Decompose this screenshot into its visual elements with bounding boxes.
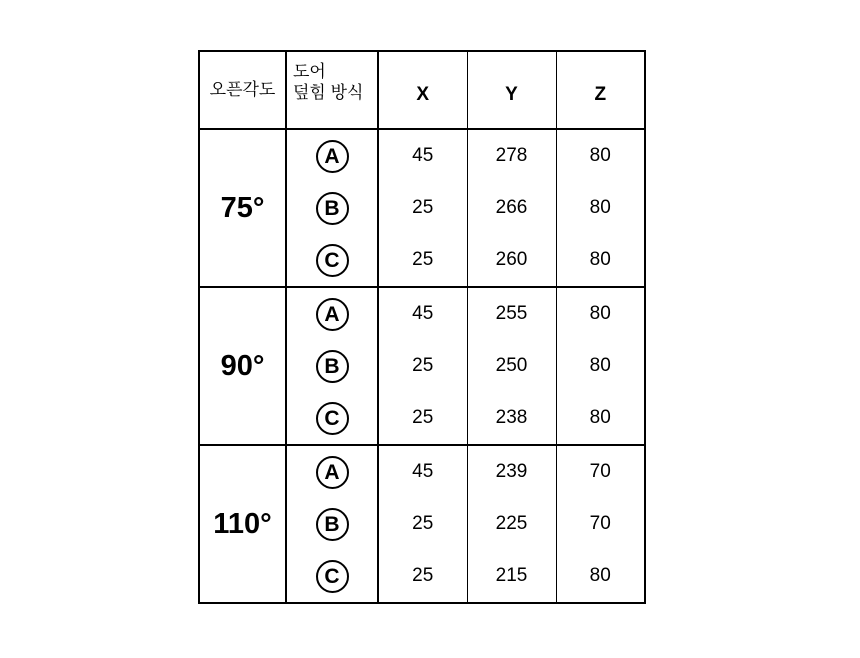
header-x: X (378, 51, 467, 129)
y-value: 278 (467, 129, 556, 182)
method-cell (286, 182, 378, 234)
header-door-overlay-line2: 덮힘 방식 (293, 83, 364, 102)
method-circle-b: B (316, 350, 349, 383)
y-value: 255 (467, 287, 556, 340)
method-circle-a: A (316, 140, 349, 173)
z-value: 80 (556, 129, 645, 182)
angle-label: 110° (213, 507, 272, 540)
header-y: Y (467, 51, 556, 129)
table-row (199, 287, 645, 340)
x-value: 25 (378, 182, 467, 234)
method-circle-b: B (316, 192, 349, 225)
method-circle-c: C (316, 560, 349, 593)
method-circle-a: A (316, 456, 349, 489)
x-value: 25 (378, 340, 467, 392)
x-value: 45 (378, 445, 467, 498)
y-value: 260 (467, 234, 556, 287)
angle-90-cell (199, 287, 286, 445)
method-cell (286, 234, 378, 287)
method-circle-a: A (316, 298, 349, 331)
method-circle-b: B (316, 508, 349, 541)
y-value: 266 (467, 182, 556, 234)
x-value: 25 (378, 392, 467, 445)
z-value: 70 (556, 445, 645, 498)
x-value: 25 (378, 234, 467, 287)
method-circle-c: C (316, 402, 349, 435)
y-value: 250 (467, 340, 556, 392)
y-value: 239 (467, 445, 556, 498)
y-value: 215 (467, 550, 556, 603)
spec-table (198, 50, 646, 604)
z-value: 80 (556, 550, 645, 603)
y-value: 238 (467, 392, 556, 445)
table-row (199, 445, 645, 498)
method-cell (286, 550, 378, 603)
header-door-overlay-cell (286, 51, 378, 129)
z-value: 80 (556, 340, 645, 392)
table-row (199, 129, 645, 182)
angle-label: 75° (220, 191, 265, 224)
method-cell (286, 287, 378, 340)
header-open-angle: 오픈각도 (209, 80, 276, 99)
z-value: 70 (556, 498, 645, 550)
x-value: 25 (378, 550, 467, 603)
x-value: 45 (378, 129, 467, 182)
header-row (199, 51, 645, 129)
angle-110-cell (199, 445, 286, 603)
z-value: 80 (556, 392, 645, 445)
method-cell (286, 340, 378, 392)
header-z: Z (556, 51, 645, 129)
method-cell (286, 498, 378, 550)
z-value: 80 (556, 234, 645, 287)
angle-75-cell (199, 129, 286, 287)
method-cell (286, 129, 378, 182)
method-cell (286, 445, 378, 498)
z-value: 80 (556, 287, 645, 340)
header-door-overlay-line1: 도어 (293, 62, 326, 81)
z-value: 80 (556, 182, 645, 234)
angle-label: 90° (220, 349, 265, 382)
y-value: 225 (467, 498, 556, 550)
method-circle-c: C (316, 244, 349, 277)
x-value: 45 (378, 287, 467, 340)
x-value: 25 (378, 498, 467, 550)
method-cell (286, 392, 378, 445)
header-open-angle-cell (199, 51, 286, 129)
